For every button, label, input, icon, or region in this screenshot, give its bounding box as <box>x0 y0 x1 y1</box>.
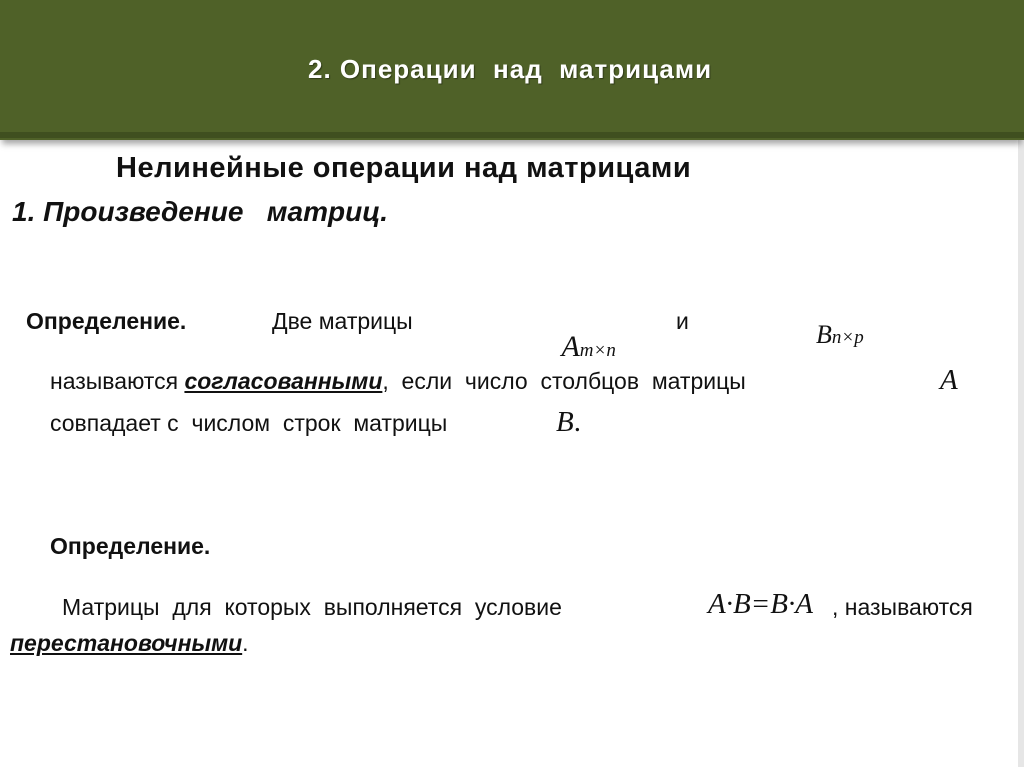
line1-prefix: называются <box>50 368 185 394</box>
definition-2-text: Матрицы для которых выполняется условие <box>62 594 562 620</box>
definition-line-2: совпадает с числом строк матрицы <box>50 410 448 436</box>
variable-a: A <box>940 364 958 396</box>
subtitle: Нелинейные операции над матрицами <box>116 152 692 184</box>
definition-2-term-line: перестановочными. <box>10 630 249 656</box>
slide-title: 2. Операции над матрицами <box>308 54 713 84</box>
matrix-b-formula <box>790 290 864 380</box>
commutation-formula: A·B=B·A <box>708 588 813 620</box>
matrix-b-base: B <box>816 320 832 349</box>
line1-suffix: , если число столбцов матрицы <box>382 368 746 394</box>
matrix-b-subscript: n×p <box>831 327 864 348</box>
term-agreed: согласованными <box>184 368 383 394</box>
definition-label: Определение. <box>26 308 187 334</box>
definition-2-suffix: , называются <box>832 594 973 620</box>
matrix-a-base: A <box>561 330 580 363</box>
section-heading: 1. Произведение матриц. <box>12 196 389 227</box>
variable-b: B. <box>556 406 581 438</box>
header-divider <box>0 132 1024 138</box>
conjunction: и <box>676 308 689 334</box>
definition-line-1 <box>50 368 746 395</box>
term-commuting: перестановочными <box>10 630 243 656</box>
matrix-a-subscript: m×n <box>579 340 616 361</box>
slide-border <box>1018 140 1024 767</box>
definition-label-2: Определение. <box>50 533 211 559</box>
slide-header <box>0 0 1024 140</box>
definition-text: Две матрицы <box>272 308 413 334</box>
